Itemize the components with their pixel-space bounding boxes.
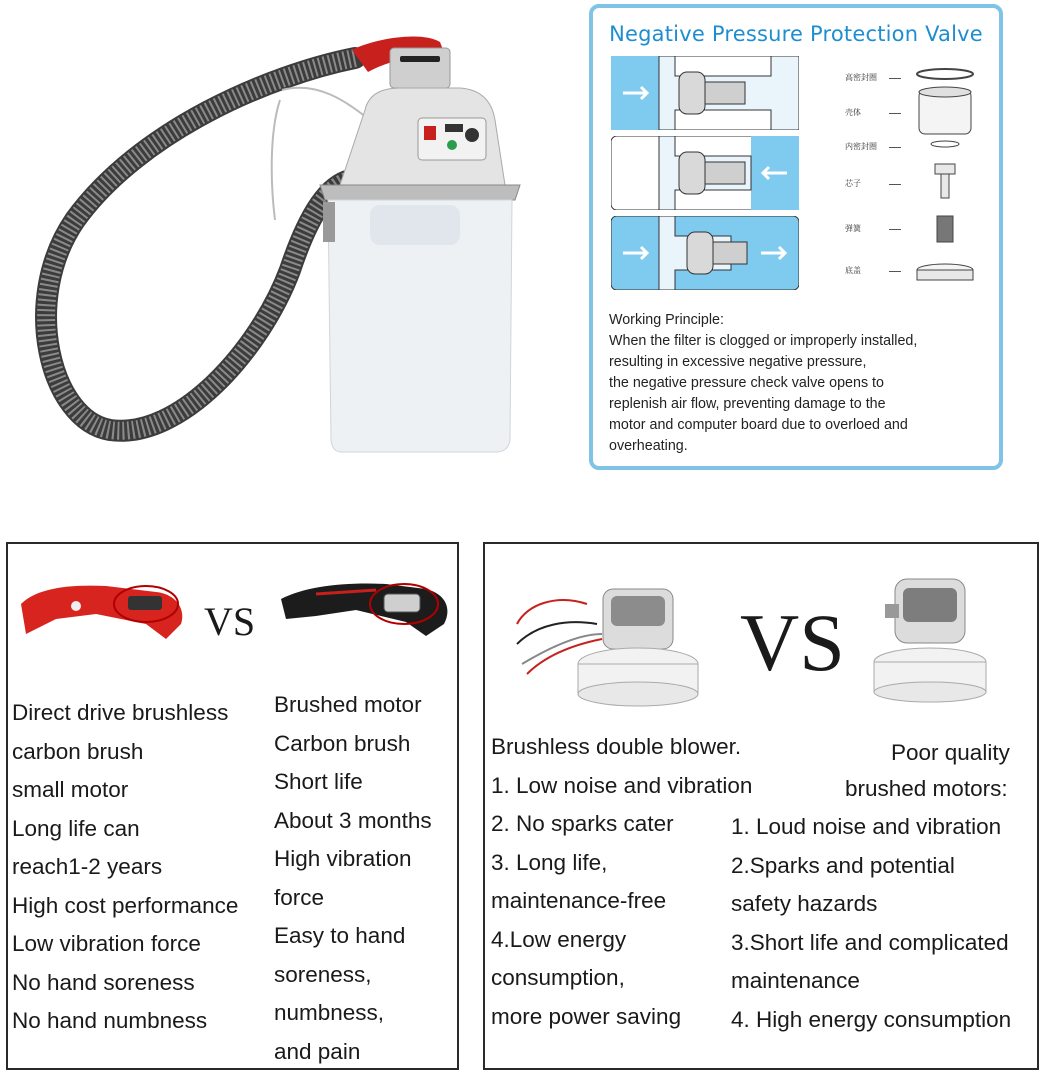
feature-item: numbness,	[274, 1000, 385, 1025]
feature-item: maintenance-free	[491, 888, 667, 913]
principle-line: replenish air flow, preventing damage to the	[609, 396, 886, 412]
part-dash	[889, 147, 901, 148]
feature-item: Low vibration force	[12, 931, 201, 956]
vacuum-product-image	[20, 20, 560, 470]
brushless-motor-image	[507, 564, 707, 714]
vs-label: VS	[740, 597, 845, 688]
brushed-motor-heading-1: Poor quality	[891, 740, 1010, 765]
feature-item: 1. Low noise and vibration	[491, 772, 753, 798]
valve-diagram-relief	[611, 216, 799, 290]
brushless-motor-feature-list	[491, 728, 752, 1036]
working-principle-text	[609, 310, 999, 457]
part-label: 高密封圈	[845, 73, 877, 82]
feature-item: 4.Low energy	[491, 926, 627, 952]
part-dash	[889, 113, 901, 114]
brushed-motor-feature-list	[731, 808, 1011, 1039]
motor-comparison-box	[483, 542, 1039, 1070]
part-label: 弹簧	[845, 224, 861, 233]
feature-item: carbon brush	[12, 738, 144, 764]
part-dash	[889, 78, 901, 79]
principle-heading: Working Principle:	[609, 312, 724, 328]
brushless-feature-list	[12, 694, 238, 1041]
handle-comparison-box	[6, 542, 459, 1070]
brushed-motor-heading-2: brushed motors:	[845, 776, 1008, 801]
feature-item: High cost performance	[12, 892, 239, 918]
feature-item: 2. No sparks cater	[491, 811, 674, 836]
feature-item: 3.Short life and complicated	[731, 929, 1009, 955]
feature-item: soreness,	[274, 961, 372, 987]
feature-item: 2.Sparks and potential	[731, 852, 955, 878]
valve-diagram-open	[611, 56, 799, 130]
feature-item: No hand soreness	[12, 969, 195, 995]
feature-item: Long life can	[12, 815, 140, 841]
part-label: 内密封圈	[845, 142, 877, 151]
valve-info-panel	[589, 4, 1003, 470]
feature-item: small motor	[12, 777, 129, 802]
brushed-feature-list	[274, 686, 432, 1071]
feature-item: Brushed motor	[274, 692, 422, 717]
principle-line: the negative pressure check valve opens to	[609, 375, 884, 391]
valve-panel-title: Negative Pressure Protection Valve	[609, 22, 983, 46]
feature-item: Short life	[274, 769, 363, 794]
feature-item: 4. High energy consumption	[731, 1006, 1012, 1032]
part-dash	[889, 229, 901, 230]
feature-item: Direct drive brushless	[12, 700, 229, 725]
feature-item: force	[274, 884, 325, 910]
principle-line: resulting in excessive negative pressure,	[609, 354, 867, 370]
feature-item: reach1-2 years	[12, 854, 163, 879]
brushed-motor-image	[865, 564, 995, 714]
feature-item: consumption,	[491, 965, 625, 990]
feature-heading: Brushless double blower.	[491, 734, 742, 759]
brushless-handle-image	[16, 564, 196, 644]
feature-item: About 3 months	[274, 807, 432, 833]
feature-item: 3. Long life,	[491, 849, 608, 875]
part-dash	[889, 184, 901, 185]
principle-line: When the filter is clogged or improperly installed,	[609, 333, 918, 349]
feature-item: Easy to hand	[274, 923, 406, 948]
valve-exploded-parts	[905, 64, 985, 294]
part-label: 壳体	[845, 108, 861, 117]
feature-item: maintenance	[731, 968, 860, 993]
feature-item: No hand numbness	[12, 1008, 208, 1033]
part-label: 芯子	[845, 179, 861, 188]
feature-item: 1. Loud noise and vibration	[731, 814, 1002, 839]
principle-line: overheating.	[609, 438, 688, 454]
feature-item: and pain	[274, 1038, 361, 1064]
valve-diagram-closed	[611, 136, 799, 210]
feature-item: Carbon brush	[274, 730, 411, 756]
feature-item: more power saving	[491, 1003, 682, 1029]
principle-line: motor and computer board due to overloed and	[609, 417, 908, 433]
feature-item: High vibration	[274, 846, 412, 871]
part-label: 底盖	[845, 266, 861, 275]
vs-label: VS	[204, 599, 256, 644]
part-dash	[889, 271, 901, 272]
feature-item: safety hazards	[731, 891, 878, 916]
brushed-handle-image	[276, 564, 456, 644]
